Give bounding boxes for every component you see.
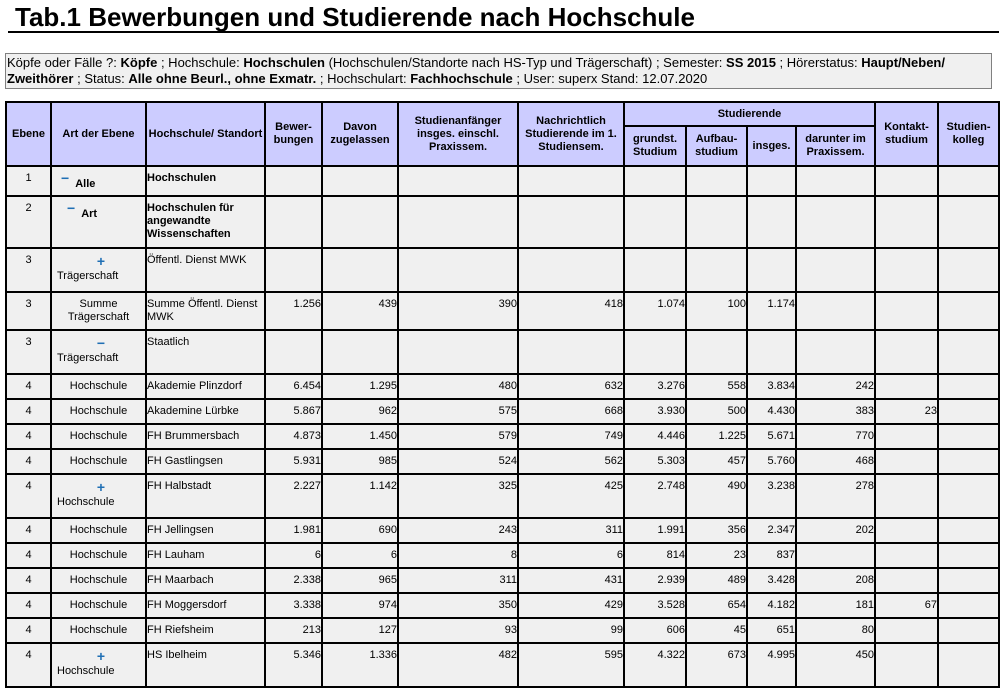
- cell-insgesamt: 651: [747, 618, 796, 643]
- cell-zugelassen: 985: [322, 449, 398, 474]
- cell-studienanfaenger: 243: [398, 518, 518, 543]
- cell-grundstaendig: 606: [624, 618, 686, 643]
- cell-art: [51, 196, 146, 248]
- cell-studienanfaenger: 480: [398, 374, 518, 399]
- cell-insgesamt: 3.834: [747, 374, 796, 399]
- cell-zugelassen: [322, 196, 398, 248]
- cell-ebene: 4: [6, 374, 51, 399]
- cell-nachrichtlich: [518, 166, 624, 196]
- table-row: [6, 568, 999, 593]
- cell-insgesamt: 3.238: [747, 474, 796, 518]
- cell-zugelassen: 690: [322, 518, 398, 543]
- cell-hochschule: FH Riefsheim: [146, 618, 265, 643]
- header-art: Art der Ebene: [51, 102, 146, 166]
- art-label: Summe Trägerschaft: [67, 298, 130, 323]
- cell-aufbaustudium: 490: [686, 474, 747, 518]
- cell-aufbaustudium: 654: [686, 593, 747, 618]
- cell-hochschule: FH Brummersbach: [146, 424, 265, 449]
- header-studienanfaenger: Studienanfänger insges. einschl. Praxissem.: [398, 102, 518, 166]
- cell-praxissemester: [796, 248, 875, 292]
- filter-label: Köpfe oder Fälle ?:: [7, 55, 117, 70]
- cell-zugelassen: [322, 166, 398, 196]
- cell-art: [51, 568, 146, 593]
- cell-art: [51, 643, 146, 687]
- cell-zugelassen: 1.336: [322, 643, 398, 687]
- cell-aufbaustudium: 1.225: [686, 424, 747, 449]
- art-label: Hochschule: [69, 405, 128, 417]
- cell-studienkolleg: [938, 618, 999, 643]
- cell-studienanfaenger: 575: [398, 399, 518, 424]
- cell-nachrichtlich: 749: [518, 424, 624, 449]
- cell-ebene: 4: [6, 474, 51, 518]
- cell-insgesamt: [747, 166, 796, 196]
- cell-studienkolleg: [938, 593, 999, 618]
- cell-grundstaendig: 3.930: [624, 399, 686, 424]
- results-table: [5, 101, 1000, 688]
- cell-ebene: 4: [6, 568, 51, 593]
- cell-studienanfaenger: [398, 196, 518, 248]
- cell-hochschule: FH Moggersdorf: [146, 593, 265, 618]
- cell-studienkolleg: [938, 292, 999, 330]
- cell-ebene: 2: [6, 196, 51, 248]
- cell-ebene: 4: [6, 424, 51, 449]
- cell-zugelassen: 439: [322, 292, 398, 330]
- cell-praxissemester: 468: [796, 449, 875, 474]
- cell-hochschule: Staatlich: [146, 330, 265, 374]
- cell-art: [51, 543, 146, 568]
- table-row: [6, 166, 999, 196]
- cell-praxissemester: 202: [796, 518, 875, 543]
- cell-art: [51, 248, 146, 292]
- table-row: [6, 196, 999, 248]
- cell-grundstaendig: 1.074: [624, 292, 686, 330]
- cell-studienanfaenger: 8: [398, 543, 518, 568]
- cell-nachrichtlich: [518, 248, 624, 292]
- header-nachrichtlich: Nachrichtlich Studierende im 1. Studiensem.: [518, 102, 624, 166]
- header-hochschule: Hochschule/ Standort: [146, 102, 265, 166]
- cell-studienkolleg: [938, 374, 999, 399]
- cell-kontaktstudium: [875, 424, 938, 449]
- cell-praxissemester: [796, 543, 875, 568]
- cell-bewerbungen: 2.338: [265, 568, 322, 593]
- cell-insgesamt: 837: [747, 543, 796, 568]
- table-row: [6, 474, 999, 518]
- header-grundstaendig: grundst. Studium: [624, 126, 686, 166]
- cell-grundstaendig: 2.748: [624, 474, 686, 518]
- cell-studienkolleg: [938, 330, 999, 374]
- cell-studienanfaenger: 325: [398, 474, 518, 518]
- cell-zugelassen: 965: [322, 568, 398, 593]
- cell-zugelassen: 1.450: [322, 424, 398, 449]
- cell-kontaktstudium: [875, 248, 938, 292]
- cell-nachrichtlich: 632: [518, 374, 624, 399]
- page-title: Tab.1 Bewerbungen und Studierende nach Hochschule: [15, 2, 695, 32]
- cell-nachrichtlich: 6: [518, 543, 624, 568]
- cell-hochschule: FH Jellingsen: [146, 518, 265, 543]
- cell-studienkolleg: [938, 166, 999, 196]
- cell-hochschule: FH Halbstadt: [146, 474, 265, 518]
- table-row: [6, 330, 999, 374]
- cell-bewerbungen: 3.338: [265, 593, 322, 618]
- cell-zugelassen: 1.295: [322, 374, 398, 399]
- cell-ebene: 4: [6, 518, 51, 543]
- cell-nachrichtlich: [518, 330, 624, 374]
- filter-note: (Hochschulen/Standorte nach HS-Typ und Trägerschaft): [328, 55, 653, 70]
- header-studierende: Studierende: [624, 102, 875, 126]
- collapse-icon[interactable]: −: [96, 335, 106, 351]
- cell-ebene: 3: [6, 330, 51, 374]
- cell-grundstaendig: [624, 166, 686, 196]
- art-label: Hochschule: [57, 665, 115, 677]
- filter-summary: [5, 53, 992, 89]
- cell-zugelassen: 1.142: [322, 474, 398, 518]
- cell-grundstaendig: 2.939: [624, 568, 686, 593]
- cell-hochschule: Öffentl. Dienst MWK: [146, 248, 265, 292]
- cell-aufbaustudium: 100: [686, 292, 747, 330]
- cell-aufbaustudium: 23: [686, 543, 747, 568]
- cell-insgesamt: 5.671: [747, 424, 796, 449]
- art-label: Hochschule: [69, 574, 128, 586]
- cell-nachrichtlich: 595: [518, 643, 624, 687]
- art-label: Art: [81, 208, 98, 220]
- cell-bewerbungen: 2.227: [265, 474, 322, 518]
- table-row: [6, 643, 999, 687]
- cell-studienkolleg: [938, 568, 999, 593]
- cell-insgesamt: 5.760: [747, 449, 796, 474]
- user-stand: ; User: superx Stand: 12.07.2020: [516, 71, 708, 86]
- cell-bewerbungen: 5.931: [265, 449, 322, 474]
- cell-aufbaustudium: 500: [686, 399, 747, 424]
- cell-grundstaendig: 3.528: [624, 593, 686, 618]
- collapse-icon[interactable]: −: [61, 170, 70, 186]
- cell-kontaktstudium: [875, 166, 938, 196]
- cell-ebene: 4: [6, 643, 51, 687]
- cell-praxissemester: 383: [796, 399, 875, 424]
- cell-bewerbungen: 6.454: [265, 374, 322, 399]
- header-ebene: Ebene: [6, 102, 51, 166]
- cell-studienanfaenger: 93: [398, 618, 518, 643]
- cell-kontaktstudium: [875, 543, 938, 568]
- cell-grundstaendig: 4.446: [624, 424, 686, 449]
- cell-kontaktstudium: [875, 618, 938, 643]
- filter-label: ; Hochschulart:: [319, 71, 407, 86]
- cell-art: [51, 330, 146, 374]
- art-label: Trägerschaft: [57, 270, 119, 282]
- cell-kontaktstudium: [875, 568, 938, 593]
- cell-bewerbungen: 213: [265, 618, 322, 643]
- cell-bewerbungen: [265, 330, 322, 374]
- art-label: Hochschule: [69, 624, 128, 636]
- cell-ebene: 4: [6, 618, 51, 643]
- cell-nachrichtlich: 311: [518, 518, 624, 543]
- expand-icon[interactable]: +: [96, 479, 106, 495]
- cell-bewerbungen: 1.256: [265, 292, 322, 330]
- cell-studienanfaenger: [398, 248, 518, 292]
- cell-studienkolleg: [938, 248, 999, 292]
- cell-nachrichtlich: 562: [518, 449, 624, 474]
- cell-insgesamt: 4.430: [747, 399, 796, 424]
- cell-praxissemester: 770: [796, 424, 875, 449]
- cell-art: [51, 518, 146, 543]
- cell-aufbaustudium: [686, 196, 747, 248]
- cell-bewerbungen: 4.873: [265, 424, 322, 449]
- cell-kontaktstudium: [875, 292, 938, 330]
- header-praxissemester: darunter im Praxissem.: [796, 126, 875, 166]
- cell-zugelassen: 962: [322, 399, 398, 424]
- cell-studienanfaenger: [398, 330, 518, 374]
- cell-nachrichtlich: 99: [518, 618, 624, 643]
- cell-insgesamt: [747, 196, 796, 248]
- cell-aufbaustudium: [686, 166, 747, 196]
- cell-ebene: 3: [6, 248, 51, 292]
- header-studienkolleg: Studien- kolleg: [938, 102, 999, 166]
- cell-hochschule: Akademine Lürbke: [146, 399, 265, 424]
- cell-nachrichtlich: 431: [518, 568, 624, 593]
- cell-grundstaendig: 4.322: [624, 643, 686, 687]
- cell-ebene: 1: [6, 166, 51, 196]
- cell-art: [51, 166, 146, 196]
- filter-label: ; Semester:: [655, 55, 723, 70]
- cell-kontaktstudium: [875, 518, 938, 543]
- table-row: [6, 292, 999, 330]
- filter-value: Fachhochschule: [410, 71, 513, 86]
- filter-label: ; Status:: [77, 71, 125, 86]
- cell-art: [51, 374, 146, 399]
- table-row: [6, 618, 999, 643]
- cell-kontaktstudium: 23: [875, 399, 938, 424]
- art-label: Trägerschaft: [57, 352, 119, 364]
- cell-hochschule: Hochschulen für angewandte Wissenschaften: [146, 196, 265, 248]
- table-row: [6, 424, 999, 449]
- cell-zugelassen: 127: [322, 618, 398, 643]
- cell-studienanfaenger: [398, 166, 518, 196]
- cell-studienkolleg: [938, 474, 999, 518]
- cell-art: [51, 424, 146, 449]
- table-row: [6, 518, 999, 543]
- cell-bewerbungen: [265, 166, 322, 196]
- cell-aufbaustudium: 45: [686, 618, 747, 643]
- cell-praxissemester: [796, 330, 875, 374]
- cell-studienanfaenger: 390: [398, 292, 518, 330]
- cell-nachrichtlich: 425: [518, 474, 624, 518]
- header-kontaktstudium: Kontakt- studium: [875, 102, 938, 166]
- cell-art: [51, 292, 146, 330]
- cell-aufbaustudium: 489: [686, 568, 747, 593]
- title-divider: [8, 31, 999, 33]
- cell-studienanfaenger: 524: [398, 449, 518, 474]
- cell-studienkolleg: [938, 399, 999, 424]
- cell-aufbaustudium: 673: [686, 643, 747, 687]
- cell-nachrichtlich: 418: [518, 292, 624, 330]
- cell-aufbaustudium: [686, 248, 747, 292]
- cell-insgesamt: 4.182: [747, 593, 796, 618]
- cell-studienkolleg: [938, 424, 999, 449]
- art-label: Hochschule: [69, 455, 128, 467]
- cell-nachrichtlich: [518, 196, 624, 248]
- cell-insgesamt: 3.428: [747, 568, 796, 593]
- expand-icon[interactable]: +: [96, 648, 106, 664]
- cell-hochschule: FH Gastlingsen: [146, 449, 265, 474]
- cell-ebene: 4: [6, 399, 51, 424]
- cell-studienanfaenger: 482: [398, 643, 518, 687]
- cell-praxissemester: 242: [796, 374, 875, 399]
- cell-bewerbungen: [265, 248, 322, 292]
- cell-studienanfaenger: 311: [398, 568, 518, 593]
- filter-label: ; Hörerstatus:: [779, 55, 858, 70]
- cell-aufbaustudium: 356: [686, 518, 747, 543]
- filter-value: Alle ohne Beurl., ohne Exmatr.: [128, 71, 317, 86]
- cell-studienanfaenger: 350: [398, 593, 518, 618]
- filter-label: ; Hochschule:: [160, 55, 240, 70]
- table-row: [6, 543, 999, 568]
- cell-hochschule: FH Maarbach: [146, 568, 265, 593]
- art-label: Alle: [75, 178, 96, 190]
- art-label: Hochschule: [69, 524, 128, 536]
- cell-grundstaendig: [624, 196, 686, 248]
- cell-kontaktstudium: [875, 643, 938, 687]
- cell-art: [51, 474, 146, 518]
- cell-studienkolleg: [938, 543, 999, 568]
- header-zugelassen: Davon zugelassen: [322, 102, 398, 166]
- header-bewerbungen: Bewer- bungen: [265, 102, 322, 166]
- cell-ebene: 4: [6, 449, 51, 474]
- cell-grundstaendig: 1.991: [624, 518, 686, 543]
- cell-art: [51, 399, 146, 424]
- header-aufbaustudium: Aufbau- studium: [686, 126, 747, 166]
- cell-grundstaendig: 5.303: [624, 449, 686, 474]
- cell-hochschule: Summe Öffentl. Dienst MWK: [146, 292, 265, 330]
- cell-praxissemester: [796, 292, 875, 330]
- table-row: [6, 399, 999, 424]
- expand-icon[interactable]: +: [96, 253, 106, 269]
- filter-value: Köpfe: [120, 55, 158, 70]
- cell-grundstaendig: 814: [624, 543, 686, 568]
- cell-grundstaendig: [624, 330, 686, 374]
- cell-praxissemester: 80: [796, 618, 875, 643]
- art-label: Hochschule: [69, 380, 128, 392]
- cell-praxissemester: 208: [796, 568, 875, 593]
- table-row: [6, 449, 999, 474]
- cell-kontaktstudium: [875, 196, 938, 248]
- cell-grundstaendig: [624, 248, 686, 292]
- cell-hochschule: FH Lauham: [146, 543, 265, 568]
- cell-aufbaustudium: 457: [686, 449, 747, 474]
- cell-zugelassen: [322, 248, 398, 292]
- cell-bewerbungen: 5.867: [265, 399, 322, 424]
- cell-nachrichtlich: 668: [518, 399, 624, 424]
- cell-studienkolleg: [938, 643, 999, 687]
- cell-kontaktstudium: [875, 449, 938, 474]
- art-label: Hochschule: [69, 549, 128, 561]
- cell-hochschule: HS Ibelheim: [146, 643, 265, 687]
- cell-insgesamt: [747, 330, 796, 374]
- cell-zugelassen: 6: [322, 543, 398, 568]
- cell-aufbaustudium: [686, 330, 747, 374]
- cell-praxissemester: 278: [796, 474, 875, 518]
- cell-bewerbungen: 6: [265, 543, 322, 568]
- cell-insgesamt: 2.347: [747, 518, 796, 543]
- cell-zugelassen: [322, 330, 398, 374]
- cell-bewerbungen: 1.981: [265, 518, 322, 543]
- cell-art: [51, 593, 146, 618]
- cell-praxissemester: [796, 196, 875, 248]
- collapse-icon[interactable]: −: [67, 200, 76, 216]
- cell-ebene: 3: [6, 292, 51, 330]
- cell-grundstaendig: 3.276: [624, 374, 686, 399]
- header-insgesamt: insges.: [747, 126, 796, 166]
- art-label: Hochschule: [69, 599, 128, 611]
- table-row: [6, 248, 999, 292]
- cell-nachrichtlich: 429: [518, 593, 624, 618]
- cell-bewerbungen: 5.346: [265, 643, 322, 687]
- cell-kontaktstudium: [875, 374, 938, 399]
- cell-studienkolleg: [938, 518, 999, 543]
- cell-kontaktstudium: 67: [875, 593, 938, 618]
- cell-kontaktstudium: [875, 474, 938, 518]
- cell-art: [51, 449, 146, 474]
- art-label: Hochschule: [69, 430, 128, 442]
- cell-studienkolleg: [938, 449, 999, 474]
- filter-value: SS 2015: [726, 55, 776, 70]
- cell-praxissemester: 181: [796, 593, 875, 618]
- cell-zugelassen: 974: [322, 593, 398, 618]
- cell-insgesamt: [747, 248, 796, 292]
- cell-bewerbungen: [265, 196, 322, 248]
- cell-insgesamt: 1.174: [747, 292, 796, 330]
- cell-kontaktstudium: [875, 330, 938, 374]
- filter-value: Hochschulen: [243, 55, 325, 70]
- cell-praxissemester: 450: [796, 643, 875, 687]
- cell-studienkolleg: [938, 196, 999, 248]
- cell-hochschule: Akademie Plinzdorf: [146, 374, 265, 399]
- cell-hochschule: Hochschulen: [146, 166, 265, 196]
- cell-ebene: 4: [6, 543, 51, 568]
- table-row: [6, 593, 999, 618]
- cell-praxissemester: [796, 166, 875, 196]
- table-row: [6, 374, 999, 399]
- cell-studienanfaenger: 579: [398, 424, 518, 449]
- cell-insgesamt: 4.995: [747, 643, 796, 687]
- cell-art: [51, 618, 146, 643]
- cell-aufbaustudium: 558: [686, 374, 747, 399]
- cell-ebene: 4: [6, 593, 51, 618]
- filter-value: Haupt/Neben/ Zweithörer: [7, 55, 945, 86]
- art-label: Hochschule: [57, 496, 115, 508]
